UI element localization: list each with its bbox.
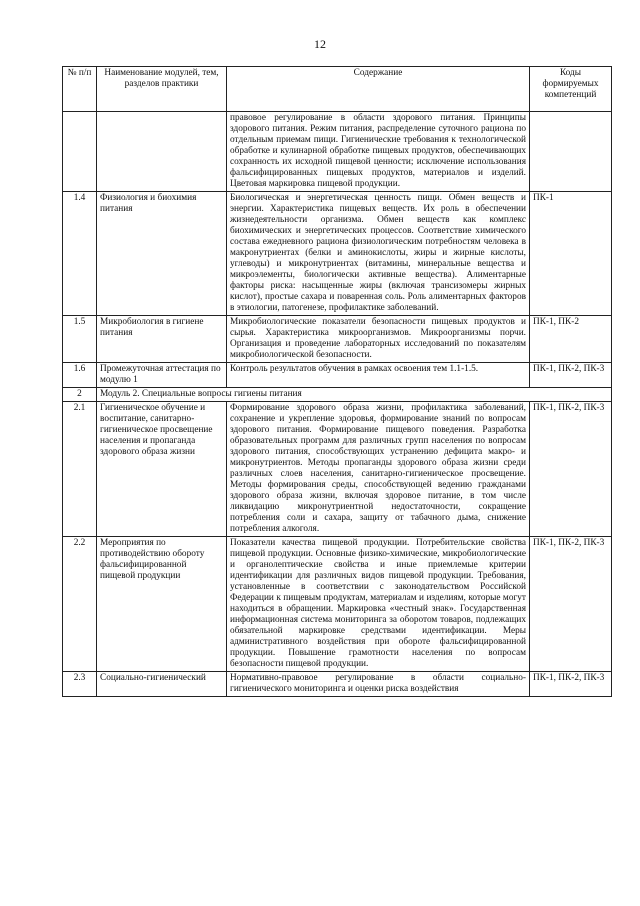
row-codes: ПК-1, ПК-2, ПК-3: [530, 402, 612, 537]
row-content: Показатели качества пищевой продукции. Потребительские свойства пищевой продукции. Основные физико-химические, микробиологические и органолептические свойства и иные приемлемые критерии идентификации для различных видов пищевой продукции. Требования, установленные в соответствии с законодательством Российской Федерации к пищевым продуктам, материалам и изделиям, которые могут находиться в обращении. Маркировка «честный знак». Государственная информационная система мониторинга за оборотом товаров, подлежащих обязательной маркировке средствами идентификации. Меры административного воздействия при обороте фальсифицированной продукции. Повышение грамотности населения по вопросам безопасности пищевой продукции.: [227, 537, 530, 672]
row-content: Контроль результатов обучения в рамках освоения тем 1.1-1.5.: [227, 363, 530, 388]
table-row: [63, 402, 612, 537]
table-row: [63, 192, 612, 316]
row-name: Мероприятия по противодействию обороту фальсифицированной пищевой продукции: [97, 537, 227, 672]
header-codes: Коды формируемых компетенций: [530, 67, 612, 112]
row-codes: [530, 112, 612, 192]
table-row: [63, 316, 612, 363]
row-number: [63, 112, 97, 192]
header-content: Содержание: [227, 67, 530, 112]
table-row: [63, 537, 612, 672]
row-codes: ПК-1: [530, 192, 612, 316]
row-content: правовое регулирование в области здорового питания. Принципы здорового питания. Режим питания, распределение суточного рациона по отдельным приемам пищи. Гигиенические требования к технологической обработке и кулинарной обработке пищевых продуктов, обеспечивающих сохранность их исходной пищевой ценности; исключение использования фальсифицированных пищевых продуктов, материалов и изделий. Цветовая маркировка пищевой продукции.: [227, 112, 530, 192]
row-codes: ПК-1, ПК-2: [530, 316, 612, 363]
row-content: Биологическая и энергетическая ценность пищи. Обмен веществ и энергии. Характеристика пищевых веществ. Их роль в обеспечении жизнедеятельности организма. Обмен веществ как комплекс биохимических и энергетических процессов. Соответствие химического состава ежедневного рациона физиологическим потребностям человека в макронутриентах (белки и аминокислоты, жиры и жирные кислоты, углеводы) и микронутриентах (витамины, минеральные вещества и микроэлементы, биологически активные вещества). Алиментарные факторы риска: насыщенные жиры (включая трансизомеры жирных кислот), простые сахара и поваренная соль. Роль алиментарных факторов в этиологии, патогенезе, профилактике заболеваний.: [227, 192, 530, 316]
row-name: Микробиология в гигиене питания: [97, 316, 227, 363]
module-number: 2: [63, 388, 97, 402]
curriculum-table: [62, 66, 612, 697]
module-row: [63, 388, 612, 402]
row-name: Гигиеническое обучение и воспитание, санитарно-гигиеническое просвещение населения и пропаганда здорового образа жизни: [97, 402, 227, 537]
row-content: Формирование здорового образа жизни, профилактика заболеваний, сохранение и укрепление здоровья, формирование знаний по вопросам здорового питания. Формирование пищевого поведения. Разработка образовательных программ для различных групп населения по вопросам здорового питания, способствующих устранению дефицита макро- и микронутриентов. Методы пропаганды здорового образа жизни среди различных слоев населения, санитарно-гигиеническое просвещение. Методы формирования среды, способствующей ведению гражданами здорового образа жизни, включая здоровое питание, в том числе ликвидацию микронутриентной недостаточности, сокращение потребления соли и сахара, защиту от табачного дыма, снижение потребления алкоголя.: [227, 402, 530, 537]
row-name: Физиология и биохимия питания: [97, 192, 227, 316]
row-codes: ПК-1, ПК-2, ПК-3: [530, 672, 612, 697]
row-number: 2.3: [63, 672, 97, 697]
row-number: 1.4: [63, 192, 97, 316]
page-number: 12: [314, 37, 326, 51]
row-codes: ПК-1, ПК-2, ПК-3: [530, 537, 612, 672]
table-row: [63, 672, 612, 697]
row-codes: ПК-1, ПК-2, ПК-3: [530, 363, 612, 388]
row-content: Нормативно-правовое регулирование в области социально-гигиенического мониторинга и оценки риска воздействия: [227, 672, 530, 697]
row-number: 1.5: [63, 316, 97, 363]
table-row: [63, 112, 612, 192]
table-row: [63, 363, 612, 388]
row-number: 1.6: [63, 363, 97, 388]
row-name: [97, 112, 227, 192]
module-title: Модуль 2. Специальные вопросы гигиены питания: [97, 388, 612, 402]
header-name: Наименование модулей, тем, разделов практики: [97, 67, 227, 112]
header-number: № п/п: [63, 67, 97, 112]
row-number: 2.2: [63, 537, 97, 672]
row-number: 2.1: [63, 402, 97, 537]
row-content: Микробиологические показатели безопасности пищевых продуктов и сырья. Характеристика микроорганизмов. Микроорганизмы порчи. Организация и проведение лабораторных исследований по показателям микробиологической безопасности.: [227, 316, 530, 363]
row-name: Промежуточная аттестация по модулю 1: [97, 363, 227, 388]
row-name: Социально-гигиенический: [97, 672, 227, 697]
table-header-row: [63, 67, 612, 112]
